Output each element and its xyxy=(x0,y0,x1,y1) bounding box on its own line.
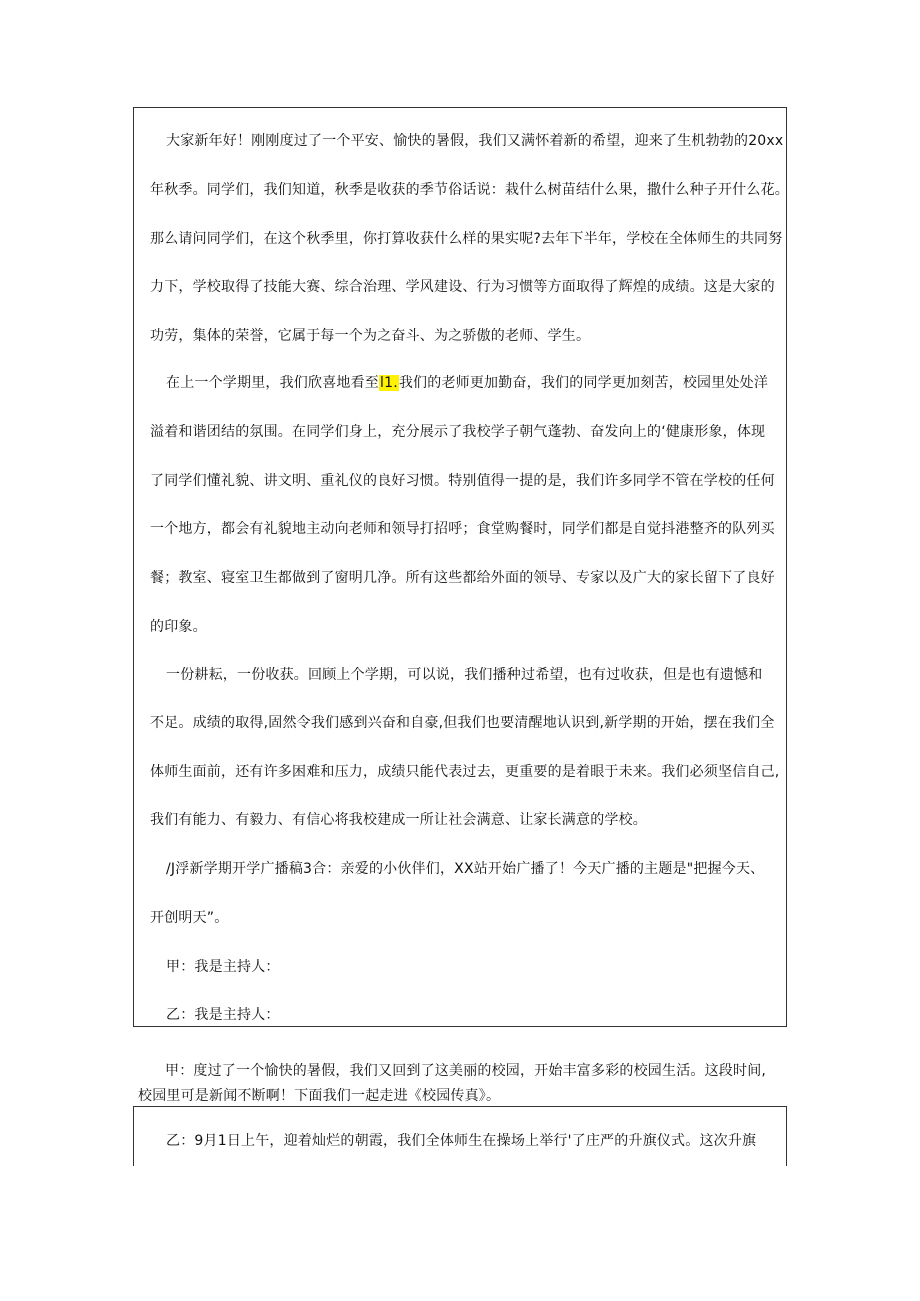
text-frame-1 xyxy=(133,107,787,1027)
text-line: 乙：我是主持人： xyxy=(166,1007,280,1023)
text-line: 甲：我是主持人： xyxy=(166,959,280,975)
outside-text-line: 甲：度过了一个愉快的暑假，我们又回到了这美丽的校园，开始丰富多彩的校园生活。这段时间, xyxy=(165,1063,767,1079)
text-line: 一个地方，都会有礼貌地主动向老师和领导打招呼；食堂购餐时，同学们都是自觉抖港整齐的队列买 xyxy=(150,521,775,537)
highlighted-text: l1. xyxy=(380,375,398,391)
text-line: 不足。成绩的取得,固然令我们感到兴奋和自豪,但我们也要清醒地认识到,新学期的开始，摆在我们全 xyxy=(150,715,775,731)
text-line: 功劳，集体的荣誉，它属于每一个为之奋斗、为之骄傲的老师、学生。 xyxy=(150,328,591,344)
text-line: 一份耕耘，一份收获。回顾上个学期，可以说，我们播种过希望，也有过收获，但是也有遗憾和 xyxy=(166,667,763,683)
text-line: 力下，学校取得了技能大赛、综合治理、学风建设、行为习惯等方面取得了辉煌的成绩。这是大家的 xyxy=(150,279,775,295)
text-segment: 在上一个学期里，我们欣喜地看至 xyxy=(166,375,379,391)
text-line: 大家新年好！刚刚度过了一个平安、愉快的暑假，我们又满怀着新的希望，迎来了生机勃勃的20xx xyxy=(166,133,784,149)
text-line: 了同学们懂礼貌、讲文明、重礼仪的良好习惯。特别值得一提的是，我们许多同学不管在学校的任何 xyxy=(150,473,775,489)
text-line: 体师生面前，还有许多困难和压力，成绩只能代表过去，更重要的是着眼于未来。我们必须坚信自己, xyxy=(150,764,780,780)
text-line: 年秋季。同学们，我们知道，秋季是收获的季节俗话说：栽什么树苗结什么果，撒什么种子开什么花。 xyxy=(150,182,789,198)
text-line: 溢着和谐团结的氛围。在同学们身上，充分展示了我校学子朝气蓬勃、奋发向上的‘健康形象，体现 xyxy=(150,424,766,440)
text-line: 我们有能力、有毅力、有信心将我校建成一所让社会满意、让家长满意的学校。 xyxy=(150,812,647,828)
text-segment: 我们的老师更加勤奋，我们的同学更加刻苦，校园里处处洋 xyxy=(398,375,769,391)
text-line: 餐；教室、寝室卫生都做到了窗明几净。所有这些都给外面的领导、专家以及广大的家长留下了良好 xyxy=(150,570,775,586)
text-line: /J浮新学期开学广播稿3合：亲爱的小伙伴们，XX站开始广播了！今天广播的主题是"把握今天、 xyxy=(166,861,765,877)
text-line: 的印象。 xyxy=(150,619,207,635)
text-line xyxy=(166,372,768,392)
text-frame-2 xyxy=(133,1106,787,1166)
outside-text-line: 校园里可是新闻不断啊！下面我们一起走进《校园传真》。 xyxy=(138,1088,501,1104)
text-line: 那么请问同学们，在这个秋季里，你打算收获什么样的果实呢?去年下半年，学校在全体师生的共同努 xyxy=(150,231,783,247)
text-line: 开创明天”。 xyxy=(150,910,229,926)
text-line: 乙：9月1日上午，迎着灿烂的朝霞，我们全体师生在操场上举行'了庄严的升旗仪式。这次升旗 xyxy=(166,1133,757,1149)
